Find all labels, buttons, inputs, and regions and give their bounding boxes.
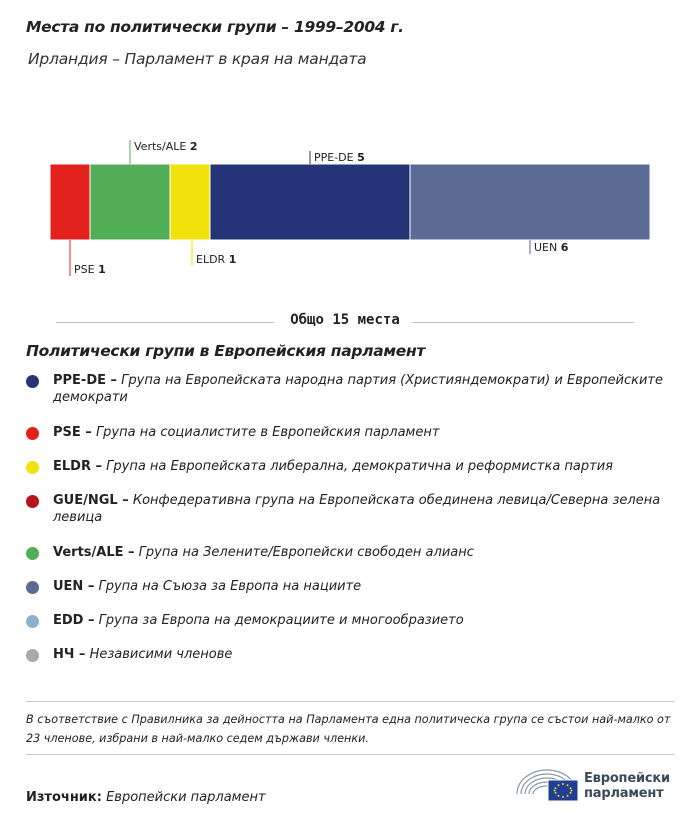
legend-desc: Група на Европейската народна партия (Християндемократи) и Европейските демократи [53, 373, 664, 405]
total-seats-label: Общо 15 места [280, 312, 410, 328]
divider-top [26, 701, 674, 702]
legend-code: PSE – [53, 425, 92, 440]
bar-segment-pse [50, 164, 90, 240]
bar-label-pse: PSE 1 [74, 263, 106, 276]
footnote: В съответствие с Правилника за дейността на Парламента една политическа група се състои най-малко от 23 членове, избрани в най-малко седем държави членки. [26, 713, 671, 745]
source-value: Европейски парламент [106, 790, 266, 805]
legend-dot [26, 375, 39, 388]
legend-title: Политически групи в Европейския парламент [26, 342, 426, 360]
legend-code: ELDR – [53, 459, 102, 474]
legend-code: Verts/ALE – [53, 545, 135, 560]
legend-desc: Конфедеративна група на Европейската обединена левица/Северна зелена левица [53, 493, 661, 525]
legend-desc: Независими членове [89, 647, 233, 662]
european-parliament-logo [514, 764, 679, 804]
legend-desc: Група за Европа на демокрациите и многообразието [98, 613, 464, 628]
legend-desc: Група на Зелените/Европейски свободен алианс [138, 545, 474, 560]
legend-dot [26, 649, 39, 662]
legend-code: PPE-DE – [53, 373, 118, 388]
legend-dot [26, 495, 39, 508]
bar-label-verts-ale: Verts/ALE 2 [134, 140, 198, 153]
legend-code: НЧ – [53, 647, 86, 662]
parliament-hemicycle-icon [514, 764, 580, 804]
legend-dot [26, 547, 39, 560]
legend-desc: Група на Европейската либерална, демократична и реформистка партия [106, 459, 613, 474]
source-label: Източник: [26, 790, 102, 805]
legend-dot [26, 461, 39, 474]
legend-desc: Група на социалистите в Европейския парламент [95, 425, 440, 440]
total-seats [56, 312, 634, 332]
bar-label-eldr: ELDR 1 [196, 253, 237, 266]
source [26, 790, 266, 805]
bar-segment-ppe-de [210, 164, 410, 240]
bar-segment-eldr [170, 164, 210, 240]
legend-dot [26, 615, 39, 628]
logo-line1: Европейски [584, 771, 670, 786]
logo-line2: парламент [584, 786, 664, 801]
legend-code: UEN – [53, 579, 95, 594]
chart-title: Места по политически групи – 1999–2004 г. [26, 18, 404, 36]
legend-code: GUE/NGL – [53, 493, 129, 508]
legend-dot [26, 427, 39, 440]
bar-label-ppe-de: PPE-DE 5 [314, 151, 365, 164]
legend-code: EDD – [53, 613, 95, 628]
divider-bottom [26, 754, 674, 755]
bar-segment-uen [410, 164, 650, 240]
chart-subtitle: Ирландия – Парламент в края на мандата [28, 50, 367, 68]
seat-distribution-chart [0, 130, 700, 290]
legend-desc: Група на Съюза за Европа на нациите [98, 579, 362, 594]
legend-dot [26, 581, 39, 594]
bar-segment-verts-ale [90, 164, 170, 240]
bar-label-uen: UEN 6 [534, 241, 569, 254]
